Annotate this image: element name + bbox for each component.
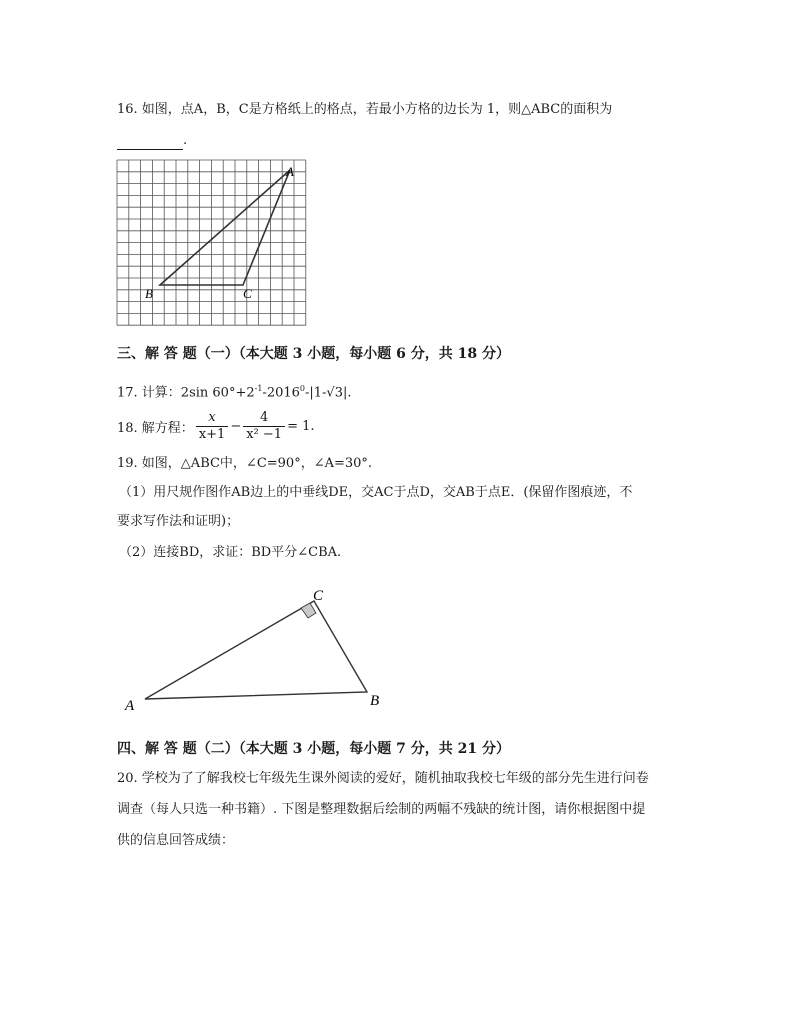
answer-blank: [117, 135, 183, 150]
q17-exp2: 0: [299, 384, 305, 393]
q17-tail: -|1-√3|.: [305, 385, 352, 401]
grid-label-c: C: [243, 286, 252, 301]
q16-line1: 16. 如图，点A，B，C是方格纸上的格点，若最小方格的边长为 1，则△ABC的面积为: [117, 102, 613, 117]
fraction-2: $\frac{4}{\text{x² −1}}$: [243, 410, 285, 443]
q19-line4: （2）连接BD，求证：BD平分∠CBA.: [119, 545, 342, 560]
triangle-figure: [120, 582, 390, 717]
q18-prefix: 18. 解方程：: [117, 421, 194, 436]
right-angle-mark: [301, 603, 316, 618]
tri-label-c: C: [313, 588, 324, 604]
q18-minus: −: [230, 419, 242, 434]
triangle-acb: [145, 601, 367, 699]
grid-figure: [115, 158, 311, 330]
q18-line: [117, 410, 315, 443]
section4-title: 四、解 答 题（二）（本大题 3 小题，每小题 7 分，共 21 分）: [117, 741, 510, 757]
q16-answer-line: [117, 132, 187, 150]
q17-prefix: 17. 计算：2sin 60°+2: [117, 385, 255, 401]
grid-label-a: A: [286, 164, 294, 179]
q20-line1: 20. 学校为了了解我校七年级先生课外阅读的爱好，随机抽取我校七年级的部分先生进行问卷: [117, 771, 649, 786]
q20-line3: 供的信息回答成绩：: [117, 833, 235, 848]
section3-title: 三、解 答 题（一）（本大题 3 小题，每小题 6 分，共 18 分）: [117, 346, 510, 362]
grid-label-b: B: [145, 286, 153, 301]
tri-label-b: B: [370, 693, 380, 709]
q17-line: [117, 380, 352, 402]
tri-label-a: A: [125, 698, 135, 714]
q17-exp1: -1: [254, 384, 263, 393]
q16-period: .: [183, 133, 188, 148]
fraction-1: $\frac{x}{x+1}$: [196, 410, 229, 443]
q20-line2: 调查（每人只选一种书籍）. 下图是整理数据后绘制的两幅不残缺的统计图，请你根据图中提: [117, 802, 646, 817]
q19-line1: 19. 如图，△ABC中，∠C=90°，∠A=30°.: [117, 456, 373, 471]
q19-line3: 要求写作法和证明)；: [117, 514, 240, 529]
q19-line2: （1）用尺规作图作AB边上的中垂线DE，交AC于点D，交AB于点E．(保留作图痕迹，不: [119, 485, 633, 500]
q18-eq: = 1.: [287, 419, 315, 434]
q17-mid: -2016: [262, 385, 300, 401]
